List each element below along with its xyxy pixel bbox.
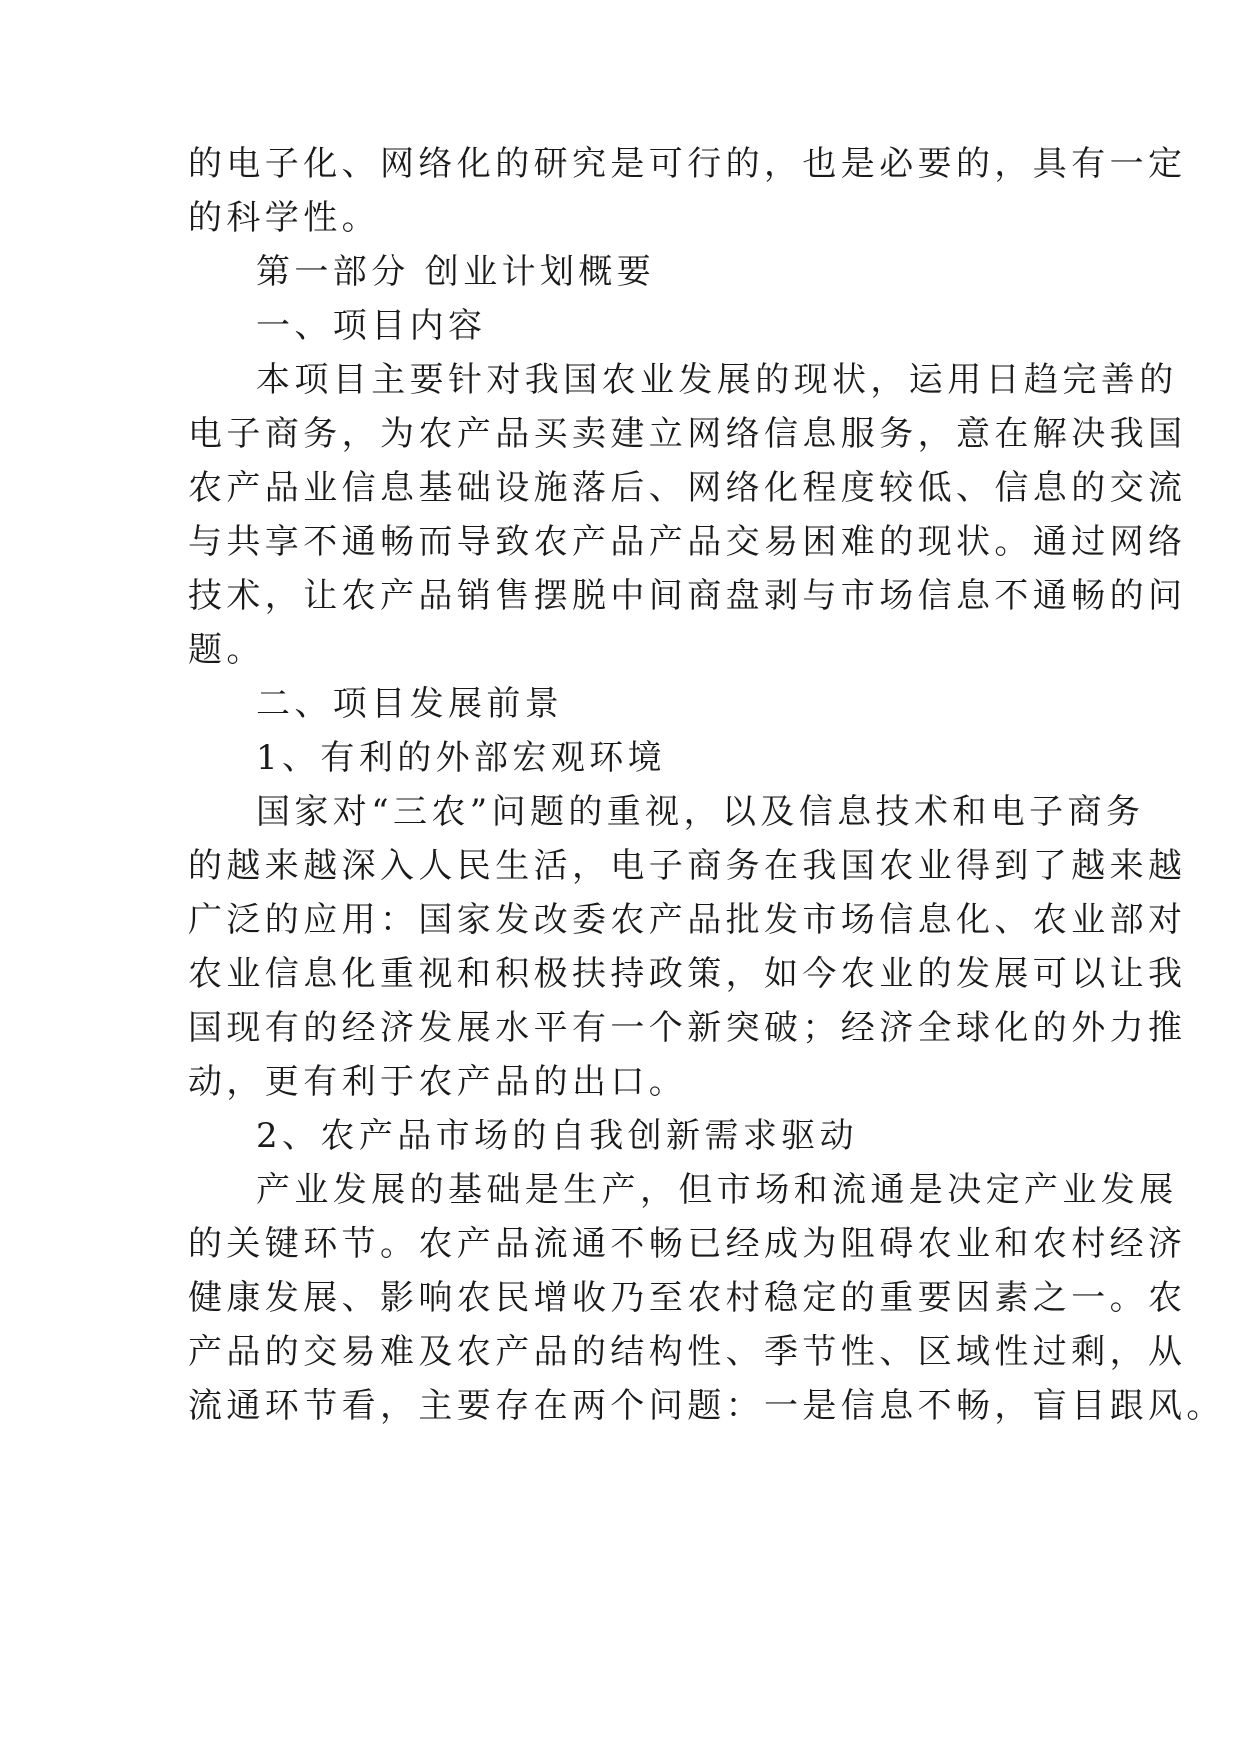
body-text-line: 健康发展、影响农民增收乃至农村稳定的重要因素之一。农 <box>188 1278 1187 1318</box>
body-text-line: 农业信息化重视和积极扶持政策，如今农业的发展可以让我 <box>188 954 1187 994</box>
body-text-line: 产品的交易难及农产品的结构性、季节性、区域性过剩，从 <box>188 1332 1187 1372</box>
section-heading: 第一部分 创业计划概要 <box>256 252 656 292</box>
item-heading: 1、有利的外部宏观环境 <box>256 738 667 778</box>
body-text-line: 流通环节看，主要存在两个问题：一是信息不畅，盲目跟风。 <box>188 1386 1225 1426</box>
body-text-line: 的科学性。 <box>188 198 380 238</box>
body-text-line: 国现有的经济发展水平有一个新突破；经济全球化的外力推 <box>188 1008 1187 1048</box>
body-text-line: 与共享不通畅而导致农产品产品交易困难的现状。通过网络 <box>188 522 1187 562</box>
item-heading: 2、农产品市场的自我创新需求驱动 <box>256 1116 859 1156</box>
body-text-line: 的电子化、网络化的研究是可行的，也是必要的，具有一定 <box>188 144 1187 184</box>
body-text-line: 电子商务，为农产品买卖建立网络信息服务，意在解决我国 <box>188 414 1187 454</box>
body-text-line: 的关键环节。农产品流通不畅已经成为阻碍农业和农村经济 <box>188 1224 1187 1264</box>
body-text-line: 农产品业信息基础设施落后、网络化程度较低、信息的交流 <box>188 468 1187 508</box>
body-text-line: 本项目主要针对我国农业发展的现状，运用日趋完善的 <box>256 360 1178 400</box>
subsection-heading: 二、项目发展前景 <box>256 684 564 724</box>
body-text-line: 国家对“三农”问题的重视，以及信息技术和电子商务 <box>256 792 1145 832</box>
body-text-line: 技术，让农产品销售摆脱中间商盘剥与市场信息不通畅的问 <box>188 576 1187 616</box>
body-text-line: 的越来越深入人民生活，电子商务在我国农业得到了越来越 <box>188 846 1187 886</box>
body-text-line: 动，更有利于农产品的出口。 <box>188 1062 688 1102</box>
body-text-line: 题。 <box>188 630 265 670</box>
subsection-heading: 一、项目内容 <box>256 306 487 346</box>
body-text-line: 广泛的应用：国家发改委农产品批发市场信息化、农业部对 <box>188 900 1187 940</box>
body-text-line: 产业发展的基础是生产，但市场和流通是决定产业发展 <box>256 1170 1178 1210</box>
